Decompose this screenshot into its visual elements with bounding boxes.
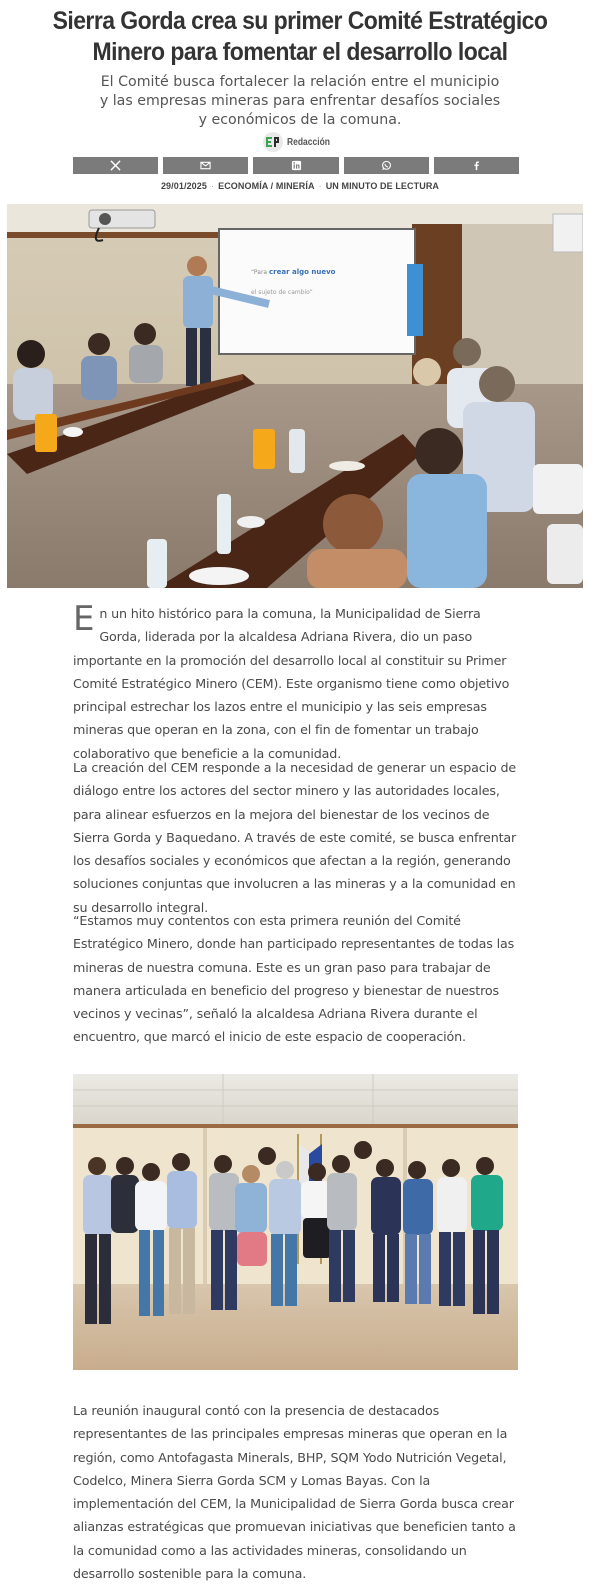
meeting-photo [7,204,583,588]
article-title: Sierra Gorda crea su primer Comité Estratégico Minero para fomentar el desarrollo local [52,7,548,66]
share-facebook-button[interactable] [434,157,519,174]
svg-text:algo nuevo: algo nuevo [292,268,336,276]
meta-separator: · [318,181,322,191]
author-logo-icon [263,132,283,152]
mail-icon [200,160,211,171]
share-bar [73,157,519,174]
share-linkedin-button[interactable] [253,157,338,174]
body-paragraph-4: La reunión inaugural contó con la presencia de destacados representantes de las principales empresas mineras que operan en la región, como Antofagasta Minerals, BHP, SQM Yodo Nutrición Vegetal, Codelco, Minera Sierra Gorda SCM y Lomas Bayas. Con la implementación del CEM, la Municipalidad de Sierra Gorda busca crear alianzas estratégicas que promuevan iniciativas que beneficien tanto a la comunidad como a las actividades mineras, consolidando un desarrollo sostenible para la comuna. [73,1403,516,1582]
svg-text:crear: crear [269,268,290,276]
drop-cap: E [73,599,95,639]
group-photo [73,1074,518,1370]
share-whatsapp-button[interactable] [344,157,429,174]
author-byline[interactable] [0,132,600,152]
body-paragraph-1-text: n un hito histórico para la comuna, la Municipalidad de Sierra Gorda, liderada por la alcaldesa Adriana Rivera, dio un paso importante en la promoción del desarrollo local al constituir su Primer Comité Estratégico Minero (CEM). Este organismo tiene como objetivo principal estrechar los lazos entre el municipio y las seis empresas mineras que operan en la zona, con el fin de fomentar un trabajo colaborativo que beneficie a la comunidad. [73,606,510,761]
body-paragraph-3: “Estamos muy contentos con esta primera reunión del Comité Estratégico Minero, donde han participado representantes de todas las mineras de nuestra comuna. Este es un gran paso para trabajar de manera articulada en beneficio del progreso y bienestar de nuestros vecinos y vecinas”, señaló la alcaldesa Adriana Rivera durante el encuentro, que marcó el inicio de este espacio de cooperación. [73,913,515,1045]
body-paragraph-1 [73,599,520,765]
article-date: 29/01/2025 [160,181,207,191]
meta-separator: · [211,181,215,191]
article-subtitle: El Comité busca fortalecer la relación entre el municipio y las empresas mineras para enfrentar desafíos sociales y económicos de la comuna. [99,74,501,128]
whatsapp-icon [381,160,392,171]
svg-text:el sujeto de cambio”: el sujeto de cambio” [251,289,313,296]
article-read-time: UN MINUTO DE LECTURA [325,181,440,191]
linkedin-icon [291,160,302,171]
article-meta [0,181,600,191]
share-x-button[interactable] [73,157,158,174]
share-email-button[interactable] [163,157,248,174]
body-paragraph-2: La creación del CEM responde a la necesidad de generar un espacio de diálogo entre los actores del sector minero y las autoridades locales, para alinear esfuerzos en la mejora del bienestar de los vecinos de Sierra Gorda y Baquedano. A través de este comité, se busca enfrentar los desafíos sociales y económicos que afectan a la región, generando soluciones conjuntas que involucren a las mineras y a la comunidad en su desarrollo integral. [73,760,517,915]
article-category-link[interactable]: ECONOMÍA / MINERÍA [218,181,315,191]
author-name[interactable]: Redacción [286,136,330,148]
x-icon [110,160,121,171]
svg-text:“Para: “Para [251,269,268,276]
facebook-icon [471,160,482,171]
